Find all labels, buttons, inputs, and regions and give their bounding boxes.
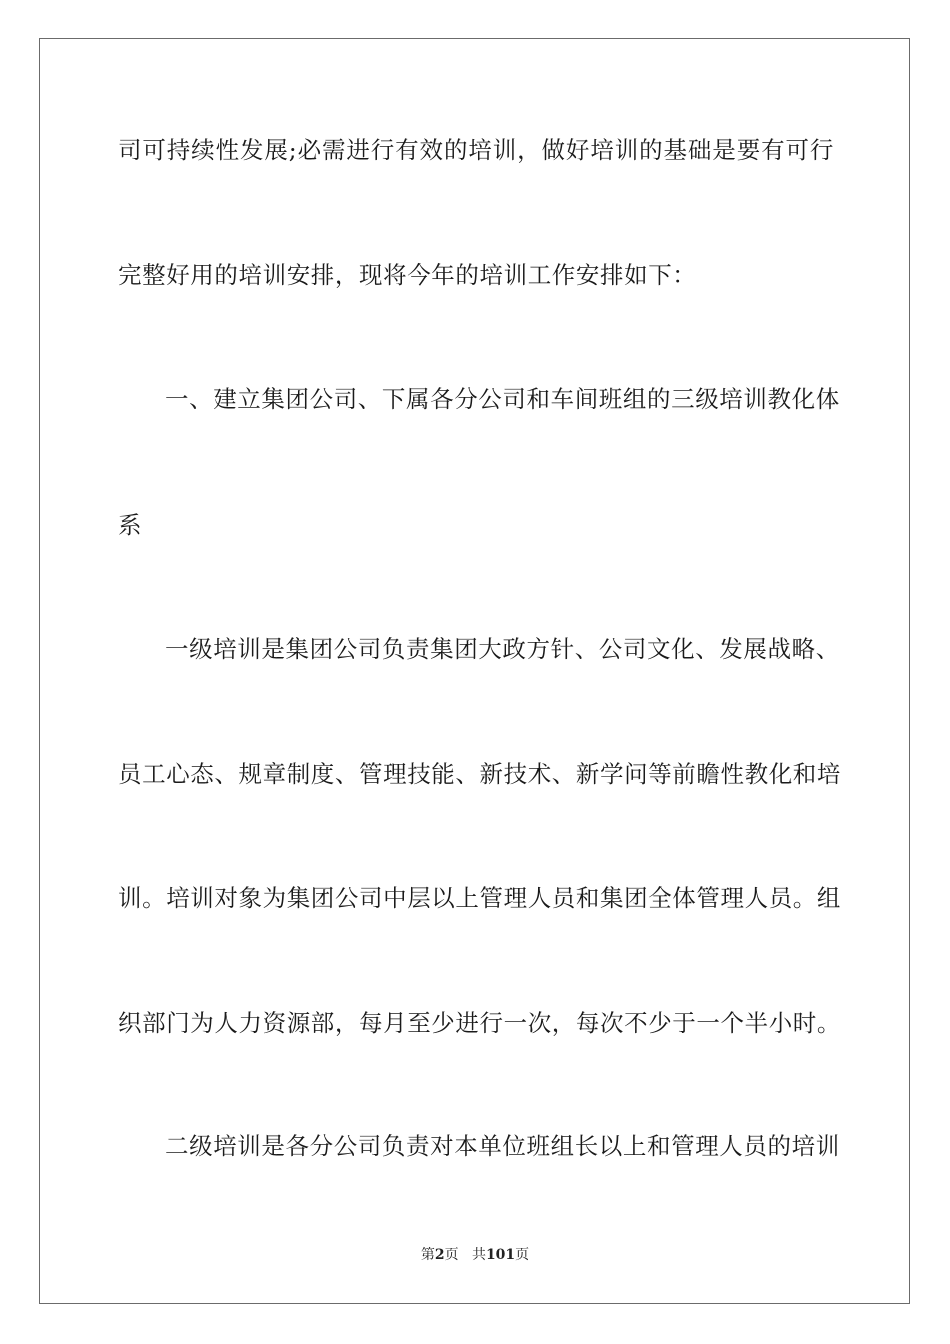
body-line-8: 织部门为人力资源部，每月至少进行一次，每次不少于一个半小时。 — [118, 1009, 841, 1037]
page-frame — [39, 38, 910, 1304]
body-line-6: 员工心态、规章制度、管理技能、新技术、新学问等前瞻性教化和培 — [118, 760, 841, 788]
footer-total-suffix: 页 — [515, 1247, 530, 1263]
footer-prefix: 第 — [420, 1247, 435, 1263]
body-line-5: 一级培训是集团公司负责集团大政方针、公司文化、发展战略、 — [165, 635, 840, 663]
section-heading-line-2: 系 — [118, 511, 143, 539]
body-line-1: 司可持续性发展;必需进行有效的培训，做好培训的基础是要有可行 — [118, 136, 834, 164]
body-line-7: 训。培训对象为集团公司中层以上管理人员和集团全体管理人员。组 — [118, 884, 841, 912]
current-page-number: 2 — [434, 1247, 445, 1263]
footer-page-suffix: 页 — [444, 1247, 459, 1263]
page-footer — [0, 1245, 950, 1265]
section-heading-line-1: 一、建立集团公司、下属各分公司和车间班组的三级培训教化体 — [165, 385, 840, 413]
body-line-9: 二级培训是各分公司负责对本单位班组长以上和管理人员的培训 — [165, 1132, 840, 1160]
body-line-2: 完整好用的培训安排，现将今年的培训工作安排如下： — [118, 261, 697, 289]
total-pages-number: 101 — [485, 1247, 516, 1263]
footer-total-prefix: 共 — [471, 1247, 486, 1263]
